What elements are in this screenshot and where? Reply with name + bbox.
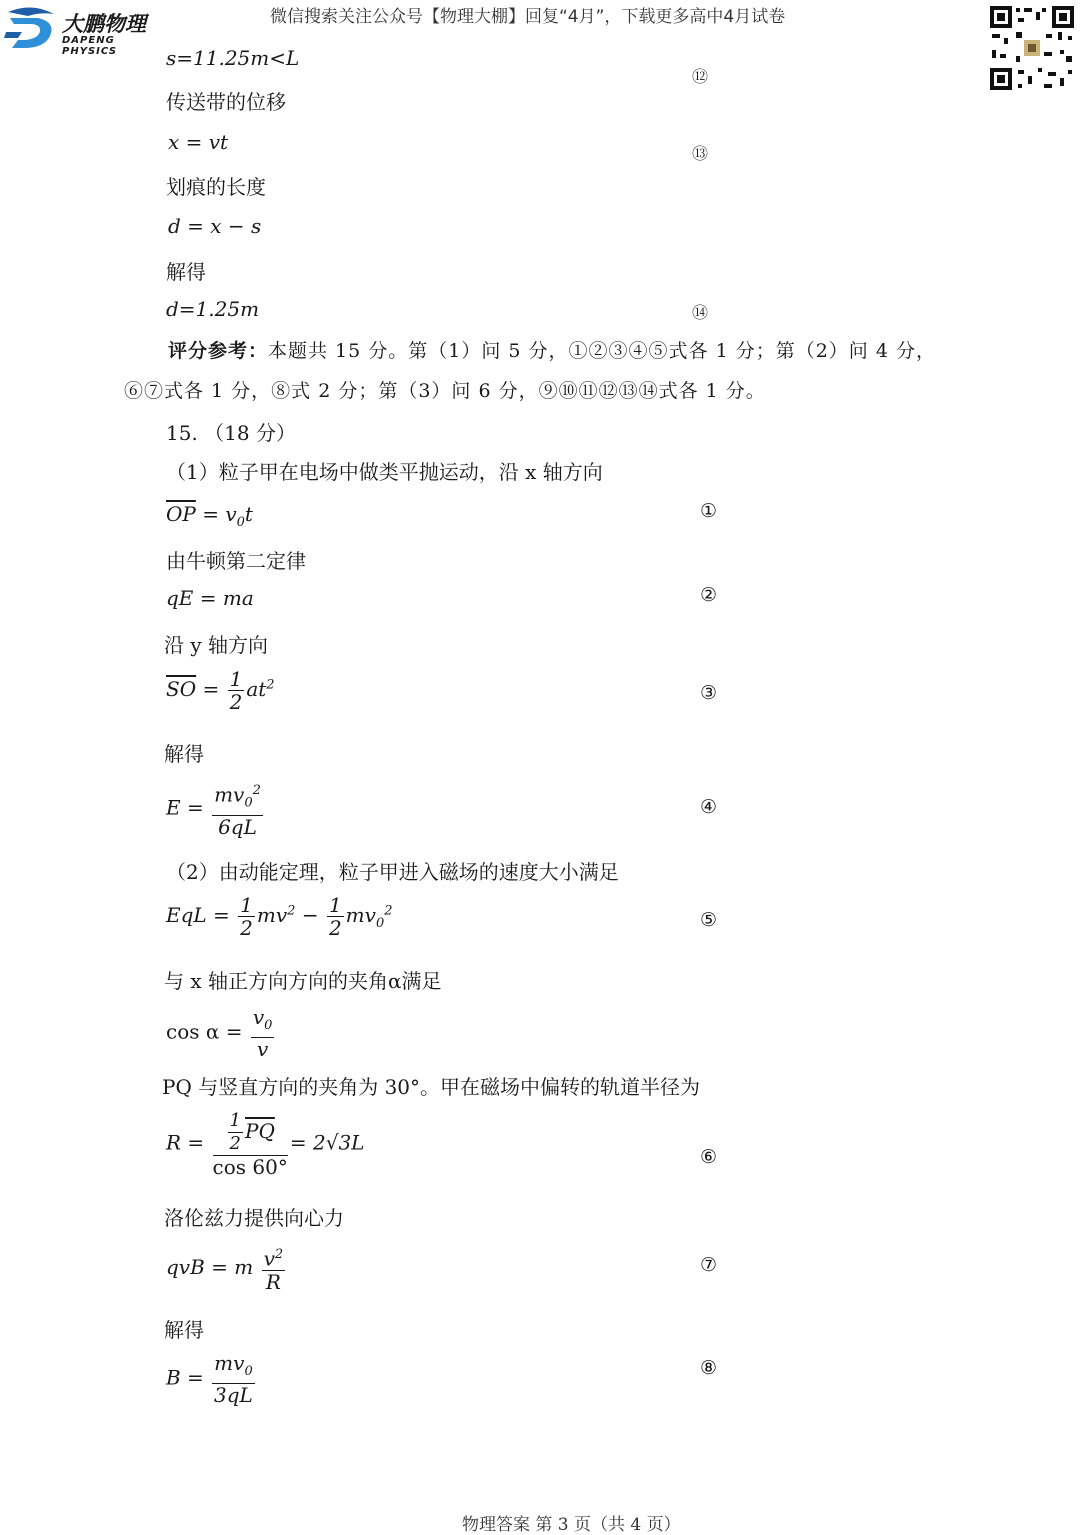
mark-6: ⑥	[700, 1146, 718, 1168]
text-y-axis: 沿 y 轴方向	[164, 633, 269, 657]
mark-8: ⑧	[700, 1357, 718, 1379]
mark-4: ④	[700, 796, 718, 818]
logo-text-en: DAPENG PHYSICS	[62, 35, 118, 57]
scoring-label: 评分参考：	[168, 340, 269, 362]
equation-7: qvB = m $\frac{v^2}{R}$	[166, 1244, 287, 1293]
mark-2: ②	[700, 584, 718, 606]
text-pq-angle: PQ 与竖直方向的夹角为 30°。甲在磁场中偏转的轨道半径为	[162, 1075, 701, 1099]
text-solve-3: 解得	[164, 1318, 204, 1342]
equation-1: $\overline{OP} = v_0t$	[166, 502, 253, 530]
question-15-heading: 15. （18 分）	[166, 421, 296, 445]
text-lorentz-force: 洛伦兹力提供向心力	[164, 1206, 344, 1230]
logo-text-cn: 大鹏物理	[62, 12, 146, 36]
op-segment: $\overline{OP}$	[166, 502, 196, 526]
equation-4: E = $\frac{mv_0^2}{6qL}$	[166, 780, 265, 838]
equation-5: EqL = $\frac{1}{2}$ $mv^2$ − $\frac{1}{2}$ $mv_0^2$	[166, 893, 393, 940]
text-part-2: （2）由动能定理，粒子甲进入磁场的速度大小满足	[166, 860, 619, 884]
dapeng-logo-icon	[4, 4, 60, 52]
qr-code[interactable]	[988, 4, 1076, 92]
text-newton-law: 由牛顿第二定律	[166, 549, 306, 573]
equation-s: s=11.25m<L	[166, 46, 300, 70]
equation-x: x = vt	[168, 130, 229, 154]
equation-3: $\overline{SO}$ = $\frac{1}{2}$ $at^2$	[166, 667, 275, 714]
qr-code-icon	[988, 4, 1076, 92]
scoring-line-1	[168, 336, 936, 363]
text-belt-displacement: 传送带的位移	[166, 90, 286, 114]
scoring-line-2: ⑥⑦式各 1 分，⑧式 2 分；第（3）问 6 分，⑨⑩⑪⑫⑬⑭式各 1 分。	[124, 380, 766, 402]
equation-8: B = $\frac{mv_0}{3qL}$	[166, 1351, 253, 1407]
equation-d-result: d=1.25m	[166, 297, 260, 321]
scoring-text-1: 本题共 15 分。第（1）问 5 分，①②③④⑤式各 1 分；第（2）问 4 分，	[268, 340, 936, 362]
equation-d: d = x − s	[168, 214, 262, 238]
equation-2: qE = ma	[166, 586, 254, 610]
mark-1: ①	[700, 500, 718, 522]
mark-5: ⑤	[700, 909, 718, 931]
text-angle-alpha: 与 x 轴正方向方向的夹角α满足	[164, 969, 442, 993]
text-part-1: （1）粒子甲在电场中做类平抛运动，沿 x 轴方向	[166, 460, 603, 484]
text-solve-2: 解得	[164, 742, 204, 766]
equation-6: R = $\frac{1}{2}$ $\overline{PQ}$ cos 60° = 2√3L	[166, 1110, 365, 1179]
text-solve-1: 解得	[166, 260, 206, 284]
mark-13: ⑬	[692, 144, 709, 163]
page-footer: 物理答案 第 3 页（共 4 页）	[462, 1515, 681, 1535]
mark-12: ⑫	[692, 67, 709, 86]
mark-7: ⑦	[700, 1254, 718, 1276]
text-scratch-length: 划痕的长度	[166, 175, 266, 199]
mark-3: ③	[700, 682, 718, 704]
dapeng-logo	[4, 4, 174, 57]
equation-cos-alpha: cos α = $\frac{v_0}{v}$	[166, 1005, 273, 1061]
mark-14: ⑭	[692, 303, 709, 322]
header-notice: 微信搜索关注公众号【物理大棚】回复“4月”，下载更多高中4月试卷	[270, 7, 786, 27]
